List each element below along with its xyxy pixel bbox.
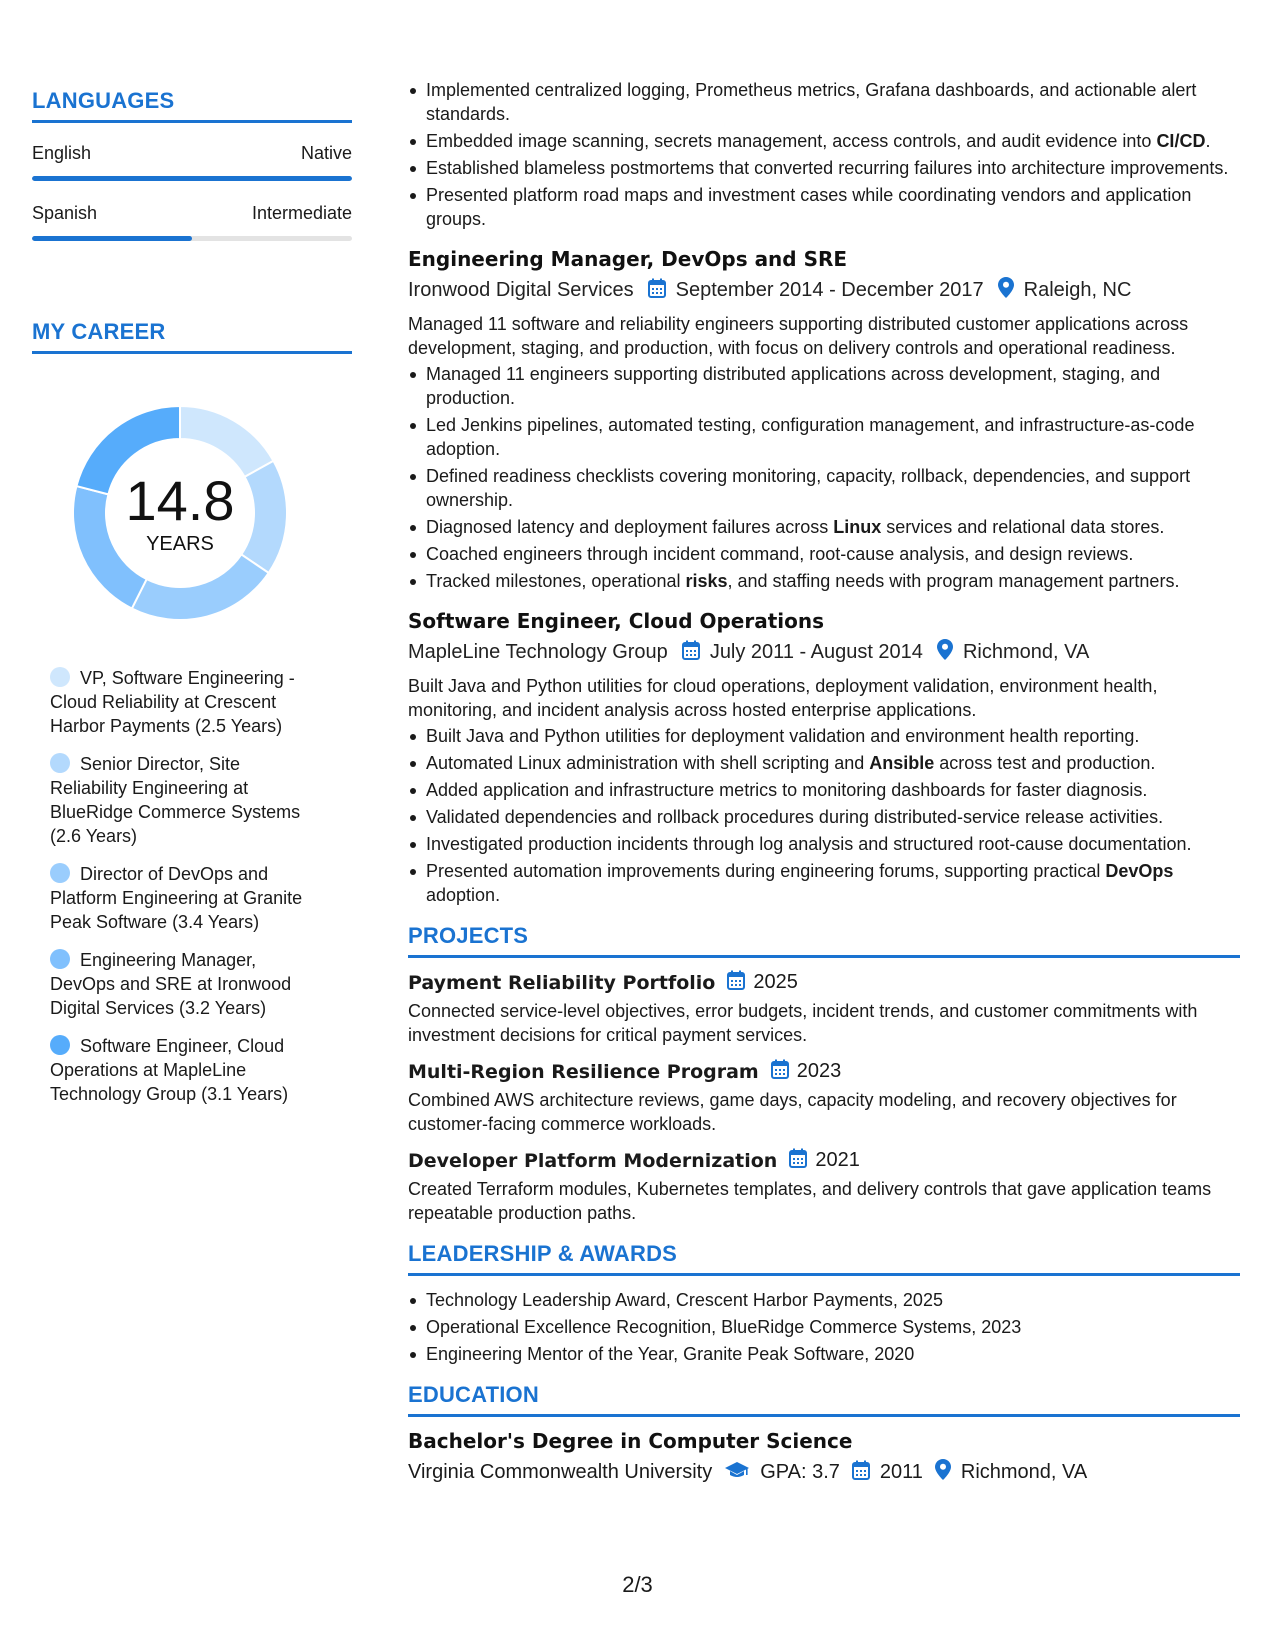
languages-list [32,143,352,241]
language-row [32,203,352,224]
legend-dot [50,1035,70,1055]
language-name: Spanish [32,203,98,223]
bullet-item: Investigated production incidents through log analysis and structured root-cause documentation. [408,832,1240,856]
job-meta [408,639,1240,666]
job-dates: September 2014 - December 2017 [675,279,984,301]
career-legend-label: Engineering Manager, DevOps and SRE at Ironwood Digital Services (3.2 Years) [50,950,292,1018]
language-level: Intermediate [251,203,352,223]
education-gpa: GPA: 3.7 [760,1461,840,1483]
job-meta [408,277,1240,304]
project-name: Multi-Region Resilience Program [408,1060,759,1083]
education-title: EDUCATION [408,1382,1240,1417]
bullet-item: Defined readiness checklists covering monitoring, capacity, rollback, dependencies, and support ownership. [408,464,1240,512]
bullet-item: Validated dependencies and rollback procedures during distributed-service release activities. [408,805,1240,829]
main-content [408,78,1240,1486]
career-title: MY CAREER [32,319,352,354]
bullet-item: Embedded image scanning, secrets management, access controls, and audit evidence into CI/CD. [408,129,1240,153]
job-location: Raleigh, NC [1023,279,1132,301]
project-description: Created Terraform modules, Kubernetes templates, and delivery controls that gave application teams repeatable production paths. [408,1179,1212,1223]
education-year: 2011 [879,1461,923,1483]
job-bullets [408,362,1240,593]
career-legend-label: VP, Software Engineering - Cloud Reliability at Crescent Harbor Payments (2.5 Years) [50,668,295,736]
languages-title: LANGUAGES [32,88,352,123]
bullet-item: Managed 11 engineers supporting distributed applications across development, staging, and production. [408,362,1240,410]
project-entry [408,1148,1240,1225]
experience-list [408,247,1240,907]
legend-dot [50,863,70,883]
legend-dot [50,667,70,687]
bullet-item: Coached engineers through incident command, root-cause analysis, and design reviews. [408,542,1240,566]
career-legend-item [50,948,320,1020]
page-number: 2/3 [622,1572,653,1597]
bullet-item: Tracked milestones, operational risks, and staffing needs with program management partners. [408,569,1240,593]
career-legend-label: Director of DevOps and Platform Engineering at Granite Peak Software (3.4 Years) [50,864,303,932]
language-proficiency-bar [32,176,352,181]
calendar-icon [682,640,700,666]
career-legend-item [50,752,320,848]
bullet-item: Diagnosed latency and deployment failures across Linux services and relational data stores. [408,515,1240,539]
job-company: Ironwood Digital Services [408,279,634,301]
language-level: Native [300,143,352,163]
project-year: 2021 [815,1149,860,1171]
project-year: 2023 [796,1060,842,1082]
career-legend-label: Senior Director, Site Reliability Engineering at BlueRidge Commerce Systems (2.6 Years) [50,754,301,846]
project-description: Combined AWS architecture reviews, game days, capacity modeling, and recovery objectives for customer-facing commerce workloads. [408,1090,1177,1134]
legend-dot [50,949,70,969]
career-legend-label: Software Engineer, Cloud Operations at MapleLine Technology Group (3.1 Years) [50,1036,289,1104]
project-year: 2025 [753,971,798,993]
language-proficiency-fill [32,236,192,241]
awards-title: LEADERSHIP & AWARDS [408,1241,1240,1276]
job-company: MapleLine Technology Group [408,641,668,663]
education-meta [408,1459,1240,1486]
calendar-icon [648,278,666,304]
project-name: Payment Reliability Portfolio [408,971,716,994]
career-legend-item [50,862,320,934]
awards-list [408,1288,1240,1366]
job-location: Richmond, VA [962,641,1090,663]
bullet-item: Led Jenkins pipelines, automated testing, configuration management, and infrastructure-as-code adoption. [408,413,1240,461]
career-total-years: 14.8 [125,468,235,532]
education-location: Richmond, VA [960,1461,1088,1483]
job-dates: July 2011 - August 2014 [709,641,923,663]
calendar-icon [789,1148,807,1173]
location-pin-icon [935,1459,951,1486]
language-proficiency-bar [32,236,352,241]
calendar-icon [771,1059,789,1084]
bullet-item: Built Java and Python utilities for deployment validation and environment health reporting. [408,724,1240,748]
career-legend-item [50,666,320,738]
sidebar [32,88,352,1120]
location-pin-icon [937,639,953,666]
education-degree: Bachelor's Degree in Computer Science [408,1429,853,1453]
job-summary: Built Java and Python utilities for cloud operations, deployment validation, environment health, monitoring, and incident analysis across hosted enterprise applications. [408,676,1158,720]
language-name: English [32,143,92,163]
project-entry [408,1059,1240,1136]
career-legend [50,666,320,1106]
bullet-item: Implemented centralized logging, Prometheus metrics, Grafana dashboards, and actionable alert standards. [408,78,1240,126]
calendar-icon [727,970,745,995]
projects-list [408,970,1240,1225]
job-title: Software Engineer, Cloud Operations [408,609,825,633]
bullet-item: Added application and infrastructure metrics to monitoring dashboards for faster diagnosis. [408,778,1240,802]
career-total-unit: YEARS [146,532,214,555]
project-name: Developer Platform Modernization [408,1149,778,1172]
education-school: Virginia Commonwealth University [408,1461,713,1483]
award-item: Technology Leadership Award, Crescent Harbor Payments, 2025 [408,1288,1240,1312]
bullet-item: Automated Linux administration with shell scripting and Ansible across test and production. [408,751,1240,775]
legend-dot [50,753,70,773]
language-proficiency-fill [32,176,352,181]
career-donut-chart [65,398,295,628]
job-entry [408,247,1240,593]
job-summary: Managed 11 software and reliability engineers supporting distributed customer applications across development, staging, and production, with focus on delivery controls and operational readiness. [408,314,1189,358]
language-row [32,143,352,164]
job-entry [408,609,1240,907]
bullet-item: Presented platform road maps and investment cases while coordinating vendors and application groups. [408,183,1240,231]
bullet-item: Presented automation improvements during engineering forums, supporting practical DevOps adoption. [408,859,1240,907]
job-title: Engineering Manager, DevOps and SRE [408,247,848,271]
graduation-cap-icon [724,1460,750,1486]
career-legend-item [50,1034,320,1106]
previous-job-bullets [408,78,1240,231]
job-bullets [408,724,1240,907]
award-item: Operational Excellence Recognition, BlueRidge Commerce Systems, 2023 [408,1315,1240,1339]
calendar-icon [852,1460,870,1486]
projects-title: PROJECTS [408,923,1240,958]
location-pin-icon [998,277,1014,304]
award-item: Engineering Mentor of the Year, Granite Peak Software, 2020 [408,1342,1240,1366]
bullet-item: Established blameless postmortems that converted recurring failures into architecture improvements. [408,156,1240,180]
project-description: Connected service-level objectives, error budgets, incident trends, and customer commitments with investment decisions for critical payment services. [408,1001,1198,1045]
project-entry [408,970,1240,1047]
